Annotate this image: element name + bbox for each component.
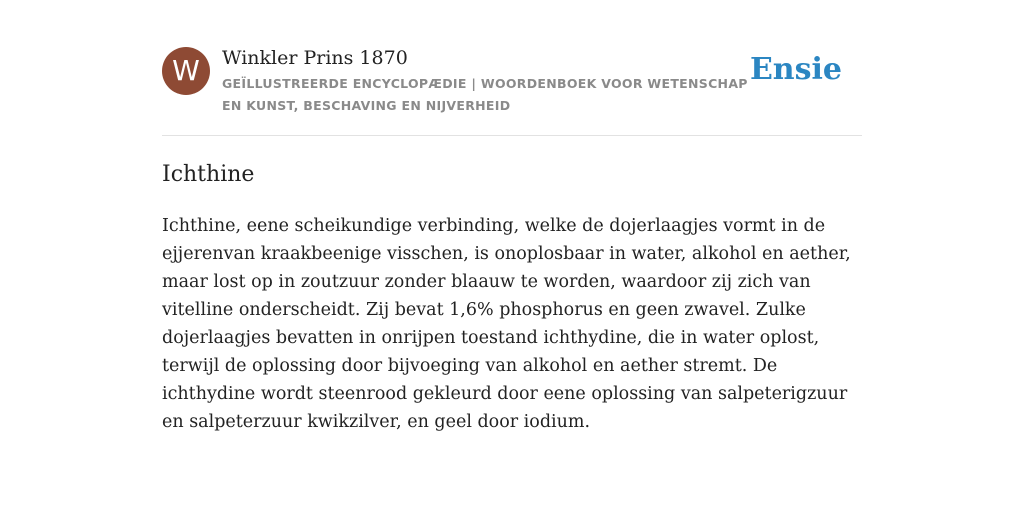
source-avatar[interactable]: W [162, 47, 210, 95]
ensie-logo-link[interactable]: Ensie [749, 52, 842, 87]
entry-body: Ichthine, eene scheikundige verbinding, welke de dojerlaagjes vormt in de ejjerenvan kraakbeenige visschen, is onoplosbaar in water, alkohol en aether, maar lost op in zoutzuur zonder blaauw te worden, waardoor zij zich van vitelline onderscheidt. Zij bevat 1,6% phosphorus en geen zwavel. Zulke dojerlaagjes bevatten in onrijpen toestand ichthydine, die in water oplost, terwijl de oplossing door bijvoeging van alkohol en aether stremt. De ichthydine wordt steenrood gekleurd door eene oplossing van salpeterigzuur en salpeterzuur kwikzilver, en geel door iodium. [162, 216, 851, 432]
entry-header [162, 0, 862, 136]
source-title[interactable]: Winkler Prins 1870 [222, 47, 408, 69]
entry-card [162, 0, 862, 436]
source-info [222, 45, 752, 117]
source-subtitle: GEÏLLUSTREERDE ENCYCLOPÆDIE | WOORDENBOEK VOOR WETENSCHAP EN KUNST, BESCHAVING EN NIJVERHEID [222, 76, 748, 113]
entry-title: Ichthine [162, 162, 255, 187]
